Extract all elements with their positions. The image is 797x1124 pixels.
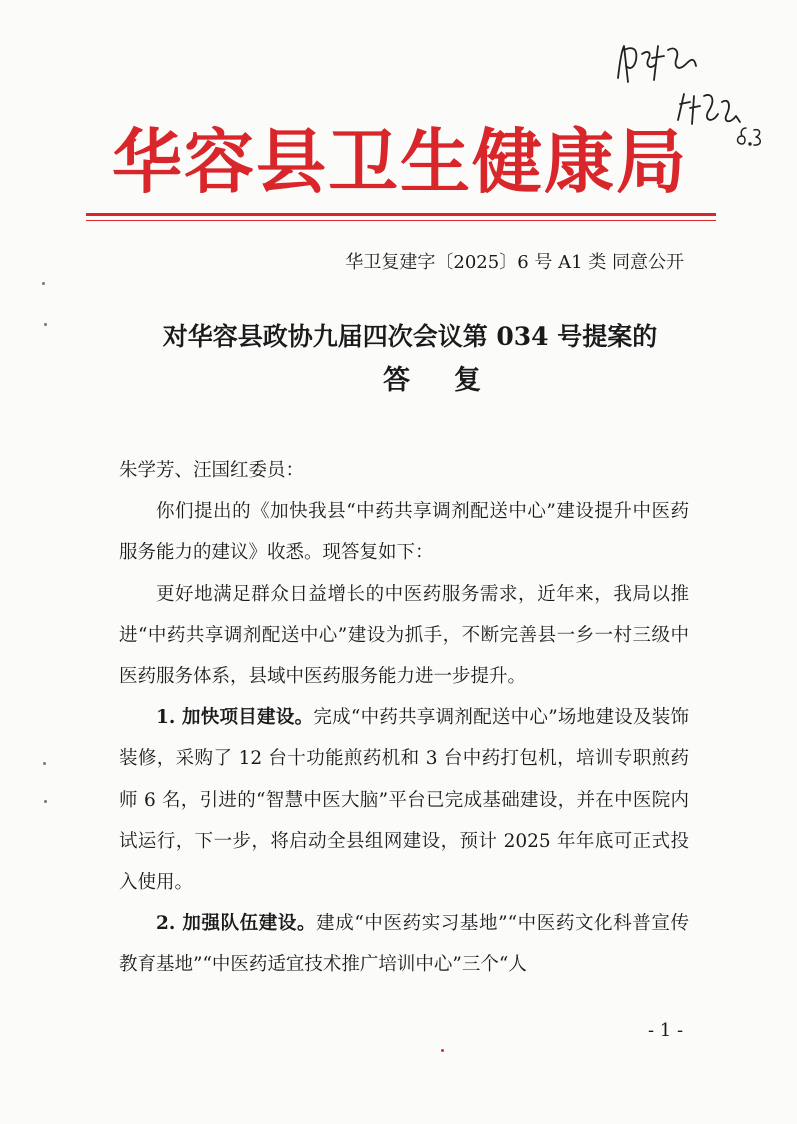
scan-speck (441, 1049, 444, 1052)
page-number: - 1 - (648, 1020, 684, 1041)
document-number: 华卫复建字〔2025〕6 号 A1 类 同意公开 (345, 252, 684, 273)
salutation: 朱学芳、汪国红委员： (119, 460, 305, 481)
section-heading: 1. 加快项目建设。 (156, 707, 314, 729)
scan-speck (44, 800, 47, 803)
section-text: 建成“中医药实习基地”“中医药文化科普宣传教育基地”“中医药适宜技术推广培训中心”三个“人 (119, 913, 689, 976)
scan-speck (43, 762, 46, 765)
document-body (119, 450, 689, 986)
section-text: 完成“中药共享调剂配送中心”场地建设及装饰装修，采购了 12 台十功能煎药机和 3 台中药打包机，培训专职煎药师 6 名，引进的“智慧中医大脑”平台已完成基础建设，并在中医院内试运行，下一步，将启动全县组网建设，预计 2025 年年底可正式投入使用。 (119, 707, 689, 894)
section-2 (119, 903, 689, 985)
scan-speck (42, 282, 45, 285)
document-title-line2: 答复 (383, 365, 525, 396)
scan-speck (44, 323, 47, 326)
document-title: 对华容县政协九届四次会议第 034 号提案的 (162, 322, 658, 351)
paragraph: 更好地满足群众日益增长的中医药服务需求，近年来，我局以推进“中药共享调剂配送中心”建设为抓手，不断完善县一乡一村三级中医药服务体系，县域中医药服务能力进一步提升。 (119, 583, 689, 688)
red-divider (86, 213, 716, 216)
section-heading: 2. 加强队伍建设。 (156, 913, 317, 935)
org-name-heading: 华容县卫生健康局 (112, 121, 688, 203)
section-1 (119, 697, 689, 903)
red-divider-thin (86, 220, 716, 221)
paragraph: 你们提出的《加快我县“中药共享调剂配送中心”建设提升中医药服务能力的建议》收悉。现答复如下： (119, 501, 689, 564)
